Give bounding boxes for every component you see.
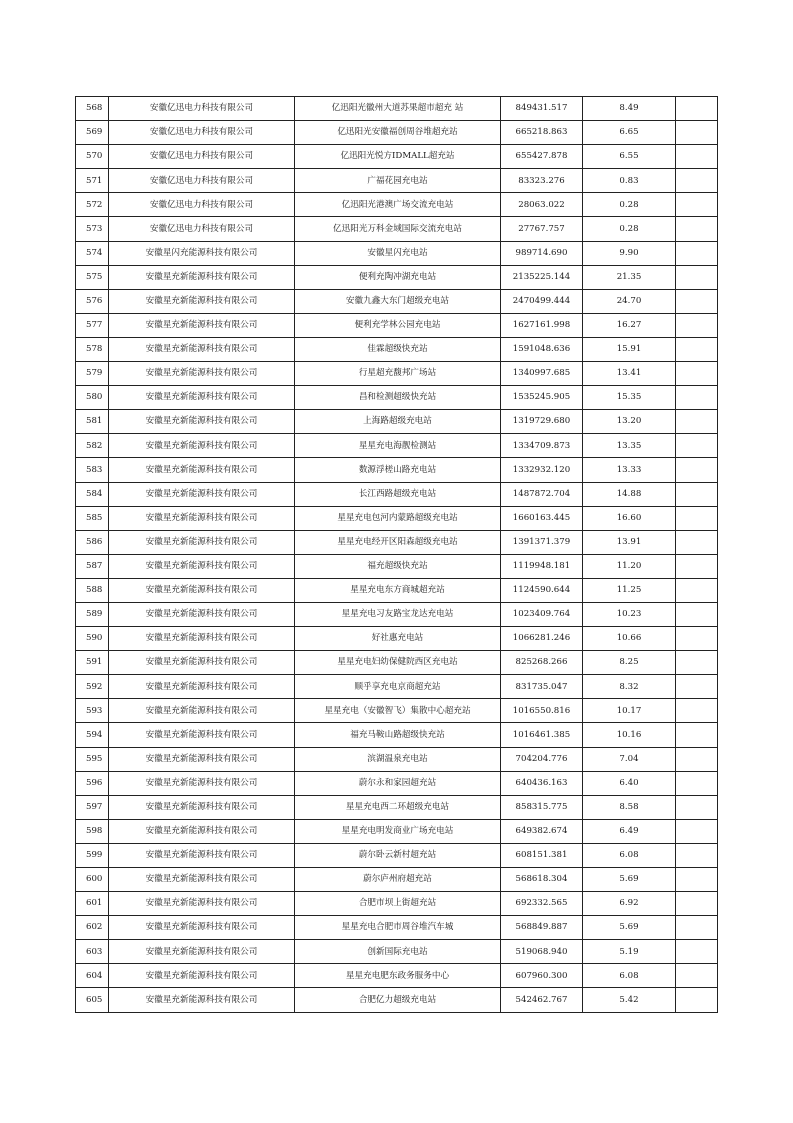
company-name-cell: 安徽星充新能源科技有限公司: [109, 819, 295, 843]
station-name-cell: 星星充电妇幼保健院西区充电站: [295, 651, 501, 675]
company-name-cell: 安徽星闪充能源科技有限公司: [109, 241, 295, 265]
table-row: [76, 169, 718, 193]
energy-value-cell: 655427.878: [501, 145, 583, 169]
row-number-cell: 596: [76, 771, 109, 795]
company-name-cell: 安徽亿迅电力科技有限公司: [109, 169, 295, 193]
station-name-cell: 星星充电东方商城超充站: [295, 578, 501, 602]
company-name-cell: 安徽星充新能源科技有限公司: [109, 747, 295, 771]
note-cell: [676, 651, 718, 675]
station-name-cell: 星星充电经开区阳森超级充电站: [295, 530, 501, 554]
share-value-cell: 5.69: [583, 916, 676, 940]
row-number-cell: 571: [76, 169, 109, 193]
energy-value-cell: 1016550.816: [501, 699, 583, 723]
company-name-cell: 安徽星充新能源科技有限公司: [109, 554, 295, 578]
station-name-cell: 行星超充馥邦广场站: [295, 362, 501, 386]
note-cell: [676, 843, 718, 867]
table-row: [76, 578, 718, 602]
note-cell: [676, 602, 718, 626]
note-cell: [676, 169, 718, 193]
note-cell: [676, 458, 718, 482]
company-name-cell: 安徽星充新能源科技有限公司: [109, 313, 295, 337]
note-cell: [676, 289, 718, 313]
station-name-cell: 安徽九鑫大东门超级充电站: [295, 289, 501, 313]
table-row: [76, 843, 718, 867]
company-name-cell: 安徽星充新能源科技有限公司: [109, 843, 295, 867]
company-name-cell: 安徽星充新能源科技有限公司: [109, 578, 295, 602]
station-name-cell: 星星充电明发商业广场充电站: [295, 819, 501, 843]
share-value-cell: 10.66: [583, 627, 676, 651]
row-number-cell: 572: [76, 193, 109, 217]
table-row: [76, 602, 718, 626]
note-cell: [676, 193, 718, 217]
share-value-cell: 16.60: [583, 506, 676, 530]
station-name-cell: 星星充电肥东政务服务中心: [295, 964, 501, 988]
row-number-cell: 573: [76, 217, 109, 241]
energy-value-cell: 989714.690: [501, 241, 583, 265]
station-name-cell: 滨湖温泉充电站: [295, 747, 501, 771]
energy-value-cell: 607960.300: [501, 964, 583, 988]
row-number-cell: 593: [76, 699, 109, 723]
company-name-cell: 安徽亿迅电力科技有限公司: [109, 121, 295, 145]
table-row: [76, 675, 718, 699]
share-value-cell: 13.41: [583, 362, 676, 386]
energy-value-cell: 1332932.120: [501, 458, 583, 482]
table-row: [76, 627, 718, 651]
energy-value-cell: 849431.517: [501, 97, 583, 121]
share-value-cell: 8.58: [583, 795, 676, 819]
row-number-cell: 578: [76, 337, 109, 361]
energy-value-cell: 649382.674: [501, 819, 583, 843]
station-name-cell: 广福花园充电站: [295, 169, 501, 193]
station-name-cell: 创新国际充电站: [295, 940, 501, 964]
station-name-cell: 星星充电合肥市周谷堆汽车城: [295, 916, 501, 940]
table-row: [76, 868, 718, 892]
share-value-cell: 6.40: [583, 771, 676, 795]
note-cell: [676, 988, 718, 1012]
table-row: [76, 337, 718, 361]
note-cell: [676, 940, 718, 964]
table-row: [76, 265, 718, 289]
company-name-cell: 安徽星充新能源科技有限公司: [109, 868, 295, 892]
row-number-cell: 599: [76, 843, 109, 867]
table-row: [76, 771, 718, 795]
energy-value-cell: 2470499.444: [501, 289, 583, 313]
row-number-cell: 603: [76, 940, 109, 964]
company-name-cell: 安徽星充新能源科技有限公司: [109, 795, 295, 819]
share-value-cell: 6.92: [583, 892, 676, 916]
energy-value-cell: 640436.163: [501, 771, 583, 795]
table-row: [76, 506, 718, 530]
company-name-cell: 安徽星充新能源科技有限公司: [109, 506, 295, 530]
note-cell: [676, 578, 718, 602]
station-name-cell: 亿迅阳光徽州大道苏果超市超充 站: [295, 97, 501, 121]
note-cell: [676, 145, 718, 169]
energy-value-cell: 1066281.246: [501, 627, 583, 651]
note-cell: [676, 434, 718, 458]
note-cell: [676, 506, 718, 530]
energy-value-cell: 831735.047: [501, 675, 583, 699]
table-row: [76, 916, 718, 940]
share-value-cell: 8.25: [583, 651, 676, 675]
station-name-cell: 便利充陶冲湖充电站: [295, 265, 501, 289]
company-name-cell: 安徽星充新能源科技有限公司: [109, 265, 295, 289]
table-row: [76, 145, 718, 169]
company-name-cell: 安徽星充新能源科技有限公司: [109, 289, 295, 313]
row-number-cell: 575: [76, 265, 109, 289]
row-number-cell: 585: [76, 506, 109, 530]
station-name-cell: 蔚尔永和家园超充站: [295, 771, 501, 795]
data-table: [75, 96, 718, 1013]
share-value-cell: 8.32: [583, 675, 676, 699]
table-row: [76, 964, 718, 988]
energy-value-cell: 27767.757: [501, 217, 583, 241]
note-cell: [676, 699, 718, 723]
energy-value-cell: 1535245.905: [501, 386, 583, 410]
station-name-cell: 亿迅阳光安徽福创周谷堆超充站: [295, 121, 501, 145]
station-name-cell: 蔚尔卧云新村超充站: [295, 843, 501, 867]
note-cell: [676, 964, 718, 988]
share-value-cell: 10.23: [583, 602, 676, 626]
station-name-cell: 长江西路超级充电站: [295, 482, 501, 506]
table-row: [76, 362, 718, 386]
share-value-cell: 13.20: [583, 410, 676, 434]
share-value-cell: 21.35: [583, 265, 676, 289]
share-value-cell: 24.70: [583, 289, 676, 313]
note-cell: [676, 410, 718, 434]
energy-value-cell: 568849.887: [501, 916, 583, 940]
note-cell: [676, 868, 718, 892]
row-number-cell: 577: [76, 313, 109, 337]
row-number-cell: 594: [76, 723, 109, 747]
company-name-cell: 安徽星充新能源科技有限公司: [109, 988, 295, 1012]
row-number-cell: 600: [76, 868, 109, 892]
note-cell: [676, 386, 718, 410]
energy-value-cell: 1627161.998: [501, 313, 583, 337]
station-name-cell: 星星充电习友路宝龙达充电站: [295, 602, 501, 626]
share-value-cell: 6.08: [583, 843, 676, 867]
note-cell: [676, 482, 718, 506]
company-name-cell: 安徽星充新能源科技有限公司: [109, 458, 295, 482]
table-row: [76, 892, 718, 916]
row-number-cell: 579: [76, 362, 109, 386]
table-row: [76, 97, 718, 121]
table-row: [76, 554, 718, 578]
energy-value-cell: 28063.022: [501, 193, 583, 217]
energy-value-cell: 1487872.704: [501, 482, 583, 506]
company-name-cell: 安徽星充新能源科技有限公司: [109, 964, 295, 988]
row-number-cell: 583: [76, 458, 109, 482]
energy-value-cell: 2135225.144: [501, 265, 583, 289]
row-number-cell: 568: [76, 97, 109, 121]
company-name-cell: 安徽亿迅电力科技有限公司: [109, 217, 295, 241]
station-name-cell: 亿迅阳光港澳广场交流充电站: [295, 193, 501, 217]
company-name-cell: 安徽星充新能源科技有限公司: [109, 482, 295, 506]
company-name-cell: 安徽星充新能源科技有限公司: [109, 916, 295, 940]
station-name-cell: 福充马鞍山路超级快充站: [295, 723, 501, 747]
table-row: [76, 723, 718, 747]
station-name-cell: 星星充电海靓检测站: [295, 434, 501, 458]
row-number-cell: 602: [76, 916, 109, 940]
note-cell: [676, 217, 718, 241]
share-value-cell: 13.33: [583, 458, 676, 482]
station-name-cell: 星星充电西二环超级充电站: [295, 795, 501, 819]
row-number-cell: 580: [76, 386, 109, 410]
share-value-cell: 15.91: [583, 337, 676, 361]
station-name-cell: 上海路超级充电站: [295, 410, 501, 434]
company-name-cell: 安徽星充新能源科技有限公司: [109, 627, 295, 651]
table-row: [76, 193, 718, 217]
table-row: [76, 819, 718, 843]
share-value-cell: 13.35: [583, 434, 676, 458]
company-name-cell: 安徽星充新能源科技有限公司: [109, 362, 295, 386]
note-cell: [676, 771, 718, 795]
row-number-cell: 584: [76, 482, 109, 506]
energy-value-cell: 1334709.873: [501, 434, 583, 458]
energy-value-cell: 665218.863: [501, 121, 583, 145]
energy-value-cell: 1124590.644: [501, 578, 583, 602]
station-name-cell: 佳霖超级快充站: [295, 337, 501, 361]
table-row: [76, 386, 718, 410]
energy-value-cell: 1660163.445: [501, 506, 583, 530]
share-value-cell: 8.49: [583, 97, 676, 121]
table-row: [76, 651, 718, 675]
share-value-cell: 10.17: [583, 699, 676, 723]
energy-value-cell: 825268.266: [501, 651, 583, 675]
row-number-cell: 605: [76, 988, 109, 1012]
energy-value-cell: 692332.565: [501, 892, 583, 916]
row-number-cell: 601: [76, 892, 109, 916]
row-number-cell: 581: [76, 410, 109, 434]
note-cell: [676, 675, 718, 699]
share-value-cell: 5.42: [583, 988, 676, 1012]
energy-value-cell: 1391371.379: [501, 530, 583, 554]
table-row: [76, 434, 718, 458]
energy-value-cell: 1119948.181: [501, 554, 583, 578]
company-name-cell: 安徽星充新能源科技有限公司: [109, 386, 295, 410]
station-name-cell: 星星充电包河内蒙路超级充电站: [295, 506, 501, 530]
share-value-cell: 11.20: [583, 554, 676, 578]
row-number-cell: 569: [76, 121, 109, 145]
note-cell: [676, 241, 718, 265]
company-name-cell: 安徽星充新能源科技有限公司: [109, 530, 295, 554]
table-row: [76, 940, 718, 964]
energy-value-cell: 542462.767: [501, 988, 583, 1012]
company-name-cell: 安徽星充新能源科技有限公司: [109, 723, 295, 747]
station-name-cell: 顺乎享充电京商超充站: [295, 675, 501, 699]
energy-value-cell: 1591048.636: [501, 337, 583, 361]
note-cell: [676, 337, 718, 361]
table-row: [76, 121, 718, 145]
company-name-cell: 安徽亿迅电力科技有限公司: [109, 145, 295, 169]
company-name-cell: 安徽星充新能源科技有限公司: [109, 675, 295, 699]
note-cell: [676, 627, 718, 651]
energy-value-cell: 704204.776: [501, 747, 583, 771]
share-value-cell: 5.19: [583, 940, 676, 964]
company-name-cell: 安徽星充新能源科技有限公司: [109, 771, 295, 795]
energy-value-cell: 1319729.680: [501, 410, 583, 434]
note-cell: [676, 795, 718, 819]
share-value-cell: 10.16: [583, 723, 676, 747]
row-number-cell: 576: [76, 289, 109, 313]
share-value-cell: 6.08: [583, 964, 676, 988]
share-value-cell: 16.27: [583, 313, 676, 337]
station-name-cell: 星星充电（安徽智飞）集散中心超充站: [295, 699, 501, 723]
table-row: [76, 289, 718, 313]
share-value-cell: 9.90: [583, 241, 676, 265]
share-value-cell: 0.83: [583, 169, 676, 193]
table-row: [76, 241, 718, 265]
row-number-cell: 589: [76, 602, 109, 626]
energy-value-cell: 1023409.764: [501, 602, 583, 626]
share-value-cell: 13.91: [583, 530, 676, 554]
row-number-cell: 591: [76, 651, 109, 675]
row-number-cell: 598: [76, 819, 109, 843]
energy-value-cell: 568618.304: [501, 868, 583, 892]
company-name-cell: 安徽星充新能源科技有限公司: [109, 434, 295, 458]
note-cell: [676, 530, 718, 554]
note-cell: [676, 916, 718, 940]
table-row: [76, 988, 718, 1012]
energy-value-cell: 608151.381: [501, 843, 583, 867]
note-cell: [676, 313, 718, 337]
station-name-cell: 亿迅阳光悦方IDMALL超充站: [295, 145, 501, 169]
share-value-cell: 6.49: [583, 819, 676, 843]
table-row: [76, 530, 718, 554]
row-number-cell: 574: [76, 241, 109, 265]
station-name-cell: 亿迅阳光万科金域国际交流充电站: [295, 217, 501, 241]
share-value-cell: 7.04: [583, 747, 676, 771]
table-row: [76, 795, 718, 819]
station-name-cell: 数源浮槎山路充电站: [295, 458, 501, 482]
station-name-cell: 便利充学林公园充电站: [295, 313, 501, 337]
station-name-cell: 安徽星闪充电站: [295, 241, 501, 265]
table-row: [76, 313, 718, 337]
table-row: [76, 747, 718, 771]
station-name-cell: 好社惠充电站: [295, 627, 501, 651]
energy-value-cell: 1340997.685: [501, 362, 583, 386]
station-name-cell: 昌和检测超级快充站: [295, 386, 501, 410]
share-value-cell: 15.35: [583, 386, 676, 410]
company-name-cell: 安徽星充新能源科技有限公司: [109, 651, 295, 675]
company-name-cell: 安徽星充新能源科技有限公司: [109, 602, 295, 626]
station-name-cell: 合肥亿力超级充电站: [295, 988, 501, 1012]
share-value-cell: 14.88: [583, 482, 676, 506]
note-cell: [676, 265, 718, 289]
energy-value-cell: 1016461.385: [501, 723, 583, 747]
note-cell: [676, 747, 718, 771]
note-cell: [676, 121, 718, 145]
energy-value-cell: 858315.775: [501, 795, 583, 819]
energy-value-cell: 519068.940: [501, 940, 583, 964]
note-cell: [676, 554, 718, 578]
share-value-cell: 6.55: [583, 145, 676, 169]
share-value-cell: 5.69: [583, 868, 676, 892]
company-name-cell: 安徽亿迅电力科技有限公司: [109, 193, 295, 217]
share-value-cell: 6.65: [583, 121, 676, 145]
note-cell: [676, 819, 718, 843]
station-name-cell: 蔚尔庐州府超充站: [295, 868, 501, 892]
row-number-cell: 604: [76, 964, 109, 988]
share-value-cell: 0.28: [583, 217, 676, 241]
company-name-cell: 安徽星充新能源科技有限公司: [109, 337, 295, 361]
company-name-cell: 安徽星充新能源科技有限公司: [109, 699, 295, 723]
table-row: [76, 699, 718, 723]
row-number-cell: 590: [76, 627, 109, 651]
company-name-cell: 安徽亿迅电力科技有限公司: [109, 97, 295, 121]
row-number-cell: 587: [76, 554, 109, 578]
note-cell: [676, 723, 718, 747]
table-row: [76, 482, 718, 506]
row-number-cell: 586: [76, 530, 109, 554]
row-number-cell: 595: [76, 747, 109, 771]
table-body: [76, 97, 718, 1013]
row-number-cell: 582: [76, 434, 109, 458]
note-cell: [676, 892, 718, 916]
table-row: [76, 410, 718, 434]
row-number-cell: 592: [76, 675, 109, 699]
row-number-cell: 570: [76, 145, 109, 169]
note-cell: [676, 97, 718, 121]
row-number-cell: 597: [76, 795, 109, 819]
company-name-cell: 安徽星充新能源科技有限公司: [109, 940, 295, 964]
row-number-cell: 588: [76, 578, 109, 602]
station-name-cell: 合肥市坝上街超充站: [295, 892, 501, 916]
note-cell: [676, 362, 718, 386]
table-row: [76, 217, 718, 241]
share-value-cell: 0.28: [583, 193, 676, 217]
table-row: [76, 458, 718, 482]
energy-value-cell: 83323.276: [501, 169, 583, 193]
station-name-cell: 福充超级快充站: [295, 554, 501, 578]
company-name-cell: 安徽星充新能源科技有限公司: [109, 410, 295, 434]
share-value-cell: 11.25: [583, 578, 676, 602]
company-name-cell: 安徽星充新能源科技有限公司: [109, 892, 295, 916]
